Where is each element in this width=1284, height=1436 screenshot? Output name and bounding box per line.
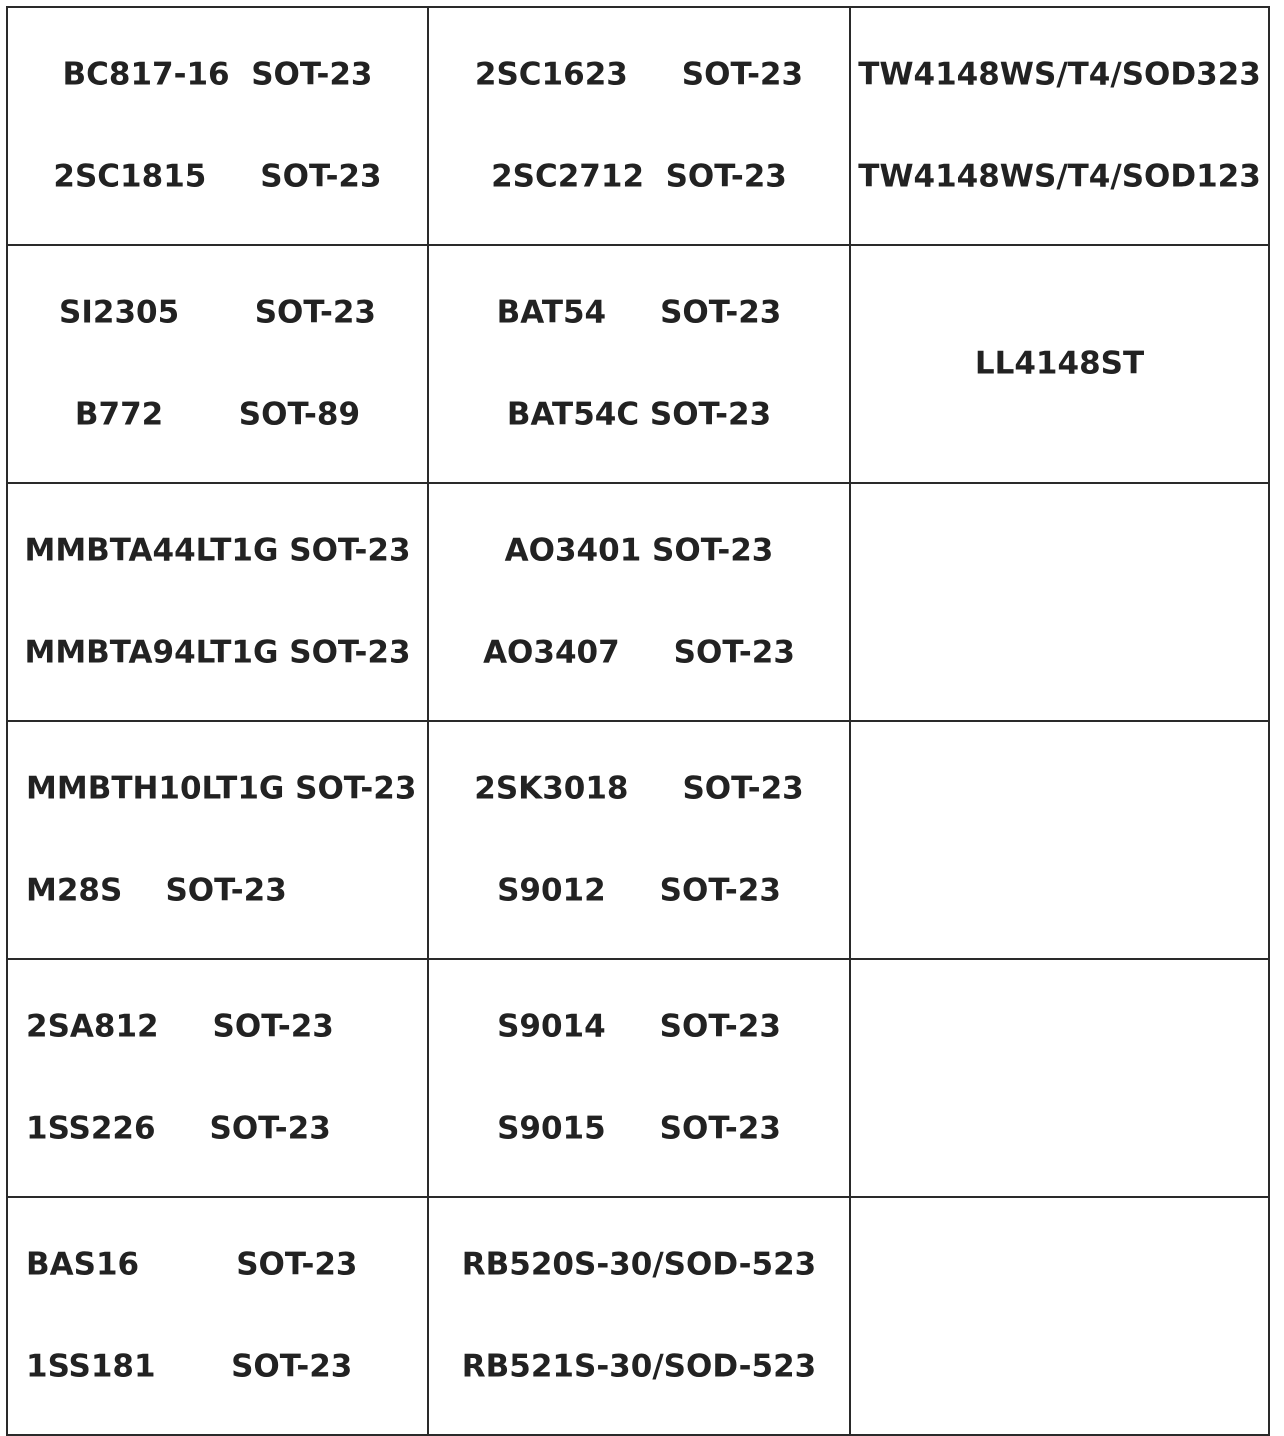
table-row (7, 483, 1269, 721)
table-cell (7, 1197, 428, 1435)
part-entry: BAS16 SOT-23 (26, 1246, 358, 1283)
part-entry: 2SC1623 SOT-23 (474, 56, 804, 93)
part-entry: BAT54C SOT-23 (506, 396, 772, 433)
part-entry: 2SA812 SOT-23 (26, 1008, 334, 1045)
part-entry: AO3401 SOT-23 (504, 532, 774, 569)
parts-table (6, 6, 1270, 1436)
part-entry: SI2305 SOT-23 (59, 294, 376, 331)
part-entry: TW4148WS/T4/SOD323 (858, 56, 1261, 93)
table-cell (7, 483, 428, 721)
part-entry: MMBTA94LT1G SOT-23 (24, 634, 411, 671)
table-row (7, 245, 1269, 483)
part-entry: BAT54 SOT-23 (496, 294, 782, 331)
table-cell (428, 721, 850, 959)
table-cell (850, 245, 1269, 483)
part-entry: M28S SOT-23 (26, 872, 287, 909)
part-entry: B772 SOT-89 (74, 396, 361, 433)
part-entry: MMBTH10LT1G SOT-23 (26, 770, 417, 807)
part-entry: BC817-16 SOT-23 (62, 56, 373, 93)
table-cell (7, 721, 428, 959)
part-entry: S9012 SOT-23 (497, 872, 781, 909)
table-row (7, 7, 1269, 245)
table-cell (428, 1197, 850, 1435)
parts-table-body (7, 7, 1269, 1435)
table-cell (7, 7, 428, 245)
table-cell (7, 959, 428, 1197)
table-cell (428, 245, 850, 483)
table-cell (850, 483, 1269, 721)
part-entry: 2SC2712 SOT-23 (491, 158, 787, 195)
table-cell (850, 721, 1269, 959)
part-entry: RB521S-30/SOD-523 (461, 1348, 817, 1385)
part-entry: AO3407 SOT-23 (483, 634, 795, 671)
table-cell (850, 959, 1269, 1197)
table-cell (850, 1197, 1269, 1435)
table-cell (428, 959, 850, 1197)
table-row (7, 721, 1269, 959)
part-entry: 2SK3018 SOT-23 (474, 770, 804, 807)
part-entry: 1SS181 SOT-23 (26, 1348, 353, 1385)
part-entry: 2SC1815 SOT-23 (53, 158, 382, 195)
part-entry: TW4148WS/T4/SOD123 (858, 158, 1261, 195)
part-entry: S9015 SOT-23 (497, 1110, 781, 1147)
part-entry: RB520S-30/SOD-523 (461, 1246, 817, 1283)
part-entry: S9014 SOT-23 (497, 1008, 781, 1045)
part-entry: LL4148ST (974, 345, 1145, 382)
part-entry: 1SS226 SOT-23 (26, 1110, 331, 1147)
table-cell (850, 7, 1269, 245)
table-cell (428, 7, 850, 245)
table-cell (428, 483, 850, 721)
table-row (7, 1197, 1269, 1435)
table-row (7, 959, 1269, 1197)
part-entry: MMBTA44LT1G SOT-23 (24, 532, 411, 569)
table-cell (7, 245, 428, 483)
